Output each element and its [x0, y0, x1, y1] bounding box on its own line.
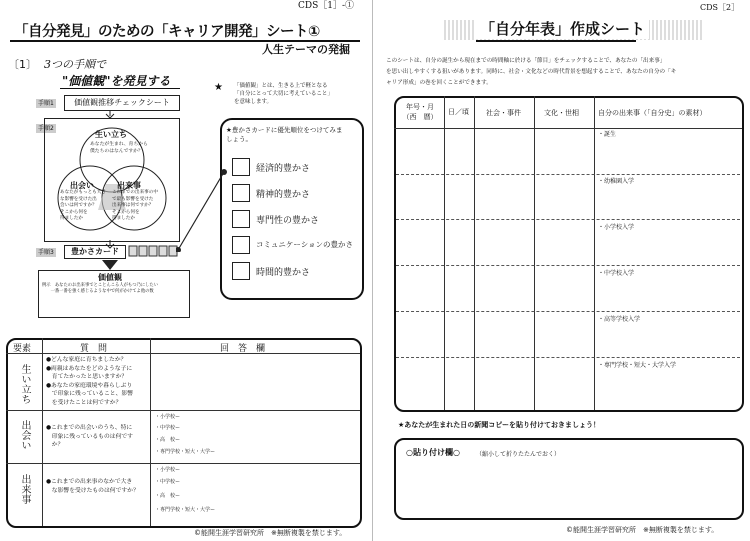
right-footer: ©能開生涯学習研究所 ※無断複製を禁じます。: [566, 526, 719, 534]
card-ranking-heading: ★豊かさカードに優先順位をつけてみま しょう。: [226, 126, 343, 143]
abundance-time: [232, 262, 360, 278]
timeline-table: [394, 96, 744, 412]
right-sheet-code: CDS［2］: [700, 3, 740, 12]
venn-right-text: これまでの出来事の中 で最も影響を受けた 出来事は何ですか？ そこから何を 得ましたか: [112, 190, 158, 221]
event-college: ・専門学校・短大・大学入学: [598, 362, 677, 369]
abundance-label: 専門性の豊かさ: [256, 216, 320, 226]
step1-tag: 手順1: [38, 100, 54, 107]
col-question: 質 問: [80, 344, 108, 354]
event-birth: ・誕生: [598, 131, 617, 138]
abundance-label: コミュニケーションの豊かさ: [256, 240, 354, 249]
paste-note: （縮小して折りたたんでおく）: [476, 451, 561, 458]
venn-left-title: 出会い: [70, 181, 94, 190]
row-answer-encounters-2: ・高 校ー: [155, 437, 181, 443]
col-answer: 回 答 欄: [220, 344, 266, 354]
values-note: 「価値観」とは、生きる上で軽となる 「自分にとって大切に考えていること」 を意味します。: [234, 83, 333, 105]
col-year: 年号・月 （西 暦）: [402, 103, 438, 121]
rank-box-expertise[interactable]: [232, 210, 250, 228]
event-kindergarten: ・幼稚園入学: [598, 178, 635, 185]
steps-heading-underline: [60, 88, 180, 89]
values-box-title: 価値観: [98, 273, 122, 282]
values-box-text: 例示 あなたのお出来事でとことんこる人がもつ乃にしたい 一番一番を強く感じるような中で何がかけてよ他の数: [42, 283, 159, 294]
rank-box-communication[interactable]: [232, 236, 250, 254]
event-junior-high: ・中学校入学: [598, 270, 635, 277]
row-question-encounters: ●これまでの出会いのうち、特に 印象に残っているものは何です か？: [46, 425, 133, 448]
row-element-encounters: 出会い: [19, 420, 30, 450]
row-answer-encounters-3: ・専門学校・短大・大学ー: [155, 449, 216, 455]
step3-label-text: 豊かさカード: [71, 247, 119, 256]
col-culture: 文化・世相: [544, 109, 579, 117]
row-question-events: ●これまでの出来事のなかで大き な影響を受けたものは何ですか？: [46, 479, 139, 494]
down-arrows: [100, 108, 120, 278]
left-footer: ©能開生涯学習研究所 ※無断複製を禁じます。: [194, 529, 347, 537]
row-answer-events-0: ・小学校ー: [155, 467, 181, 473]
rank-box-time[interactable]: [232, 262, 250, 280]
right-title: 「自分年表」作成シート: [476, 18, 649, 39]
step1-label-text: 価値観推移チェックシート: [74, 98, 170, 107]
page-divider: [372, 0, 373, 541]
row-answer-events-3: ・専門学校・短大・大学ー: [155, 507, 216, 513]
rank-box-spiritual[interactable]: [232, 184, 250, 202]
row-question-upbringing: ●どんな家庭に育ちましたか？ ●両親はあなたをどのような子に 育てたかったと思いますか？ ●あなたの家庭環境や暮らしぶり で印象に残っていること、影響 を受けたことは何ですか？: [46, 357, 133, 406]
right-intro: このシートは、自分の誕生から現在までの時間軸に於ける「節目」をチェックすることで、あなたの「出来事」 を思い出しやすくする狙いがあります。同時に、社会・文化などの時代背景を想起することで、あなたの自分の「キ ャリア形成」の巻を回くことができます。: [386, 58, 677, 86]
step1-label: [64, 95, 180, 111]
abundance-label: 経済的豊かさ: [256, 164, 311, 174]
venn-top-title: 生い立ち: [95, 130, 127, 139]
step3-tag: 手順3: [38, 249, 54, 256]
left-title: 「自分発見」のための「キャリア開発」シート①: [14, 24, 320, 40]
section-number: 〔1〕: [8, 58, 37, 71]
abundance-economic: [232, 158, 360, 174]
row-answer-encounters-0: ・小学校ー: [155, 414, 181, 420]
col-element: 要素: [13, 344, 32, 354]
col-events: 自分の出来事（「自分史」の素材）: [598, 109, 707, 117]
steps-heading: 3つの手順で: [44, 58, 106, 71]
abundance-communication: [232, 236, 360, 252]
venn-right-title: 出来事: [117, 181, 141, 190]
abundance-expertise: [232, 210, 360, 226]
venn-left-text: あなたがもっとも大き な影響を受けた出 会いは何ですか？ そこから何を 得ましたか: [60, 190, 106, 221]
star-icon: ★: [214, 82, 223, 93]
left-subtitle: 人生テーマの発掘: [262, 43, 350, 56]
row-answer-events-1: ・中学校ー: [155, 479, 181, 485]
right-title-underline: [476, 40, 636, 42]
row-element-events: 出来事: [19, 474, 30, 504]
step2-tag: 手順2: [38, 125, 54, 132]
paste-label: ○貼り付け欄○: [406, 448, 460, 457]
col-society: 社会・事件: [486, 109, 521, 117]
pointer-line: [176, 168, 228, 252]
row-answer-encounters-1: ・中学校ー: [155, 425, 181, 431]
row-element-upbringing: 生い立ち: [19, 364, 30, 404]
steps-heading-values: "価値観"を発見する: [62, 74, 171, 88]
left-sheet-code: CDS［1］-①: [298, 1, 355, 11]
abundance-cards-icons: [128, 244, 180, 258]
abundance-label: 精神的豊かさ: [256, 190, 311, 200]
newspaper-heading: ★あなたが生まれた日の新聞コピーを貼り付けておきましょう！: [398, 421, 600, 429]
abundance-spiritual: [232, 184, 360, 200]
abundance-label: 時間的豊かさ: [256, 268, 311, 278]
venn-top-text: あなたが生まれ、育ちから 僕たちのはなんですか？: [90, 142, 148, 154]
rank-box-economic[interactable]: [232, 158, 250, 176]
col-age: 日／頃: [448, 108, 469, 116]
event-high-school: ・高等学校入学: [598, 316, 641, 323]
row-answer-events-2: ・高 校ー: [155, 493, 181, 499]
event-elementary: ・小学校入学: [598, 224, 635, 231]
